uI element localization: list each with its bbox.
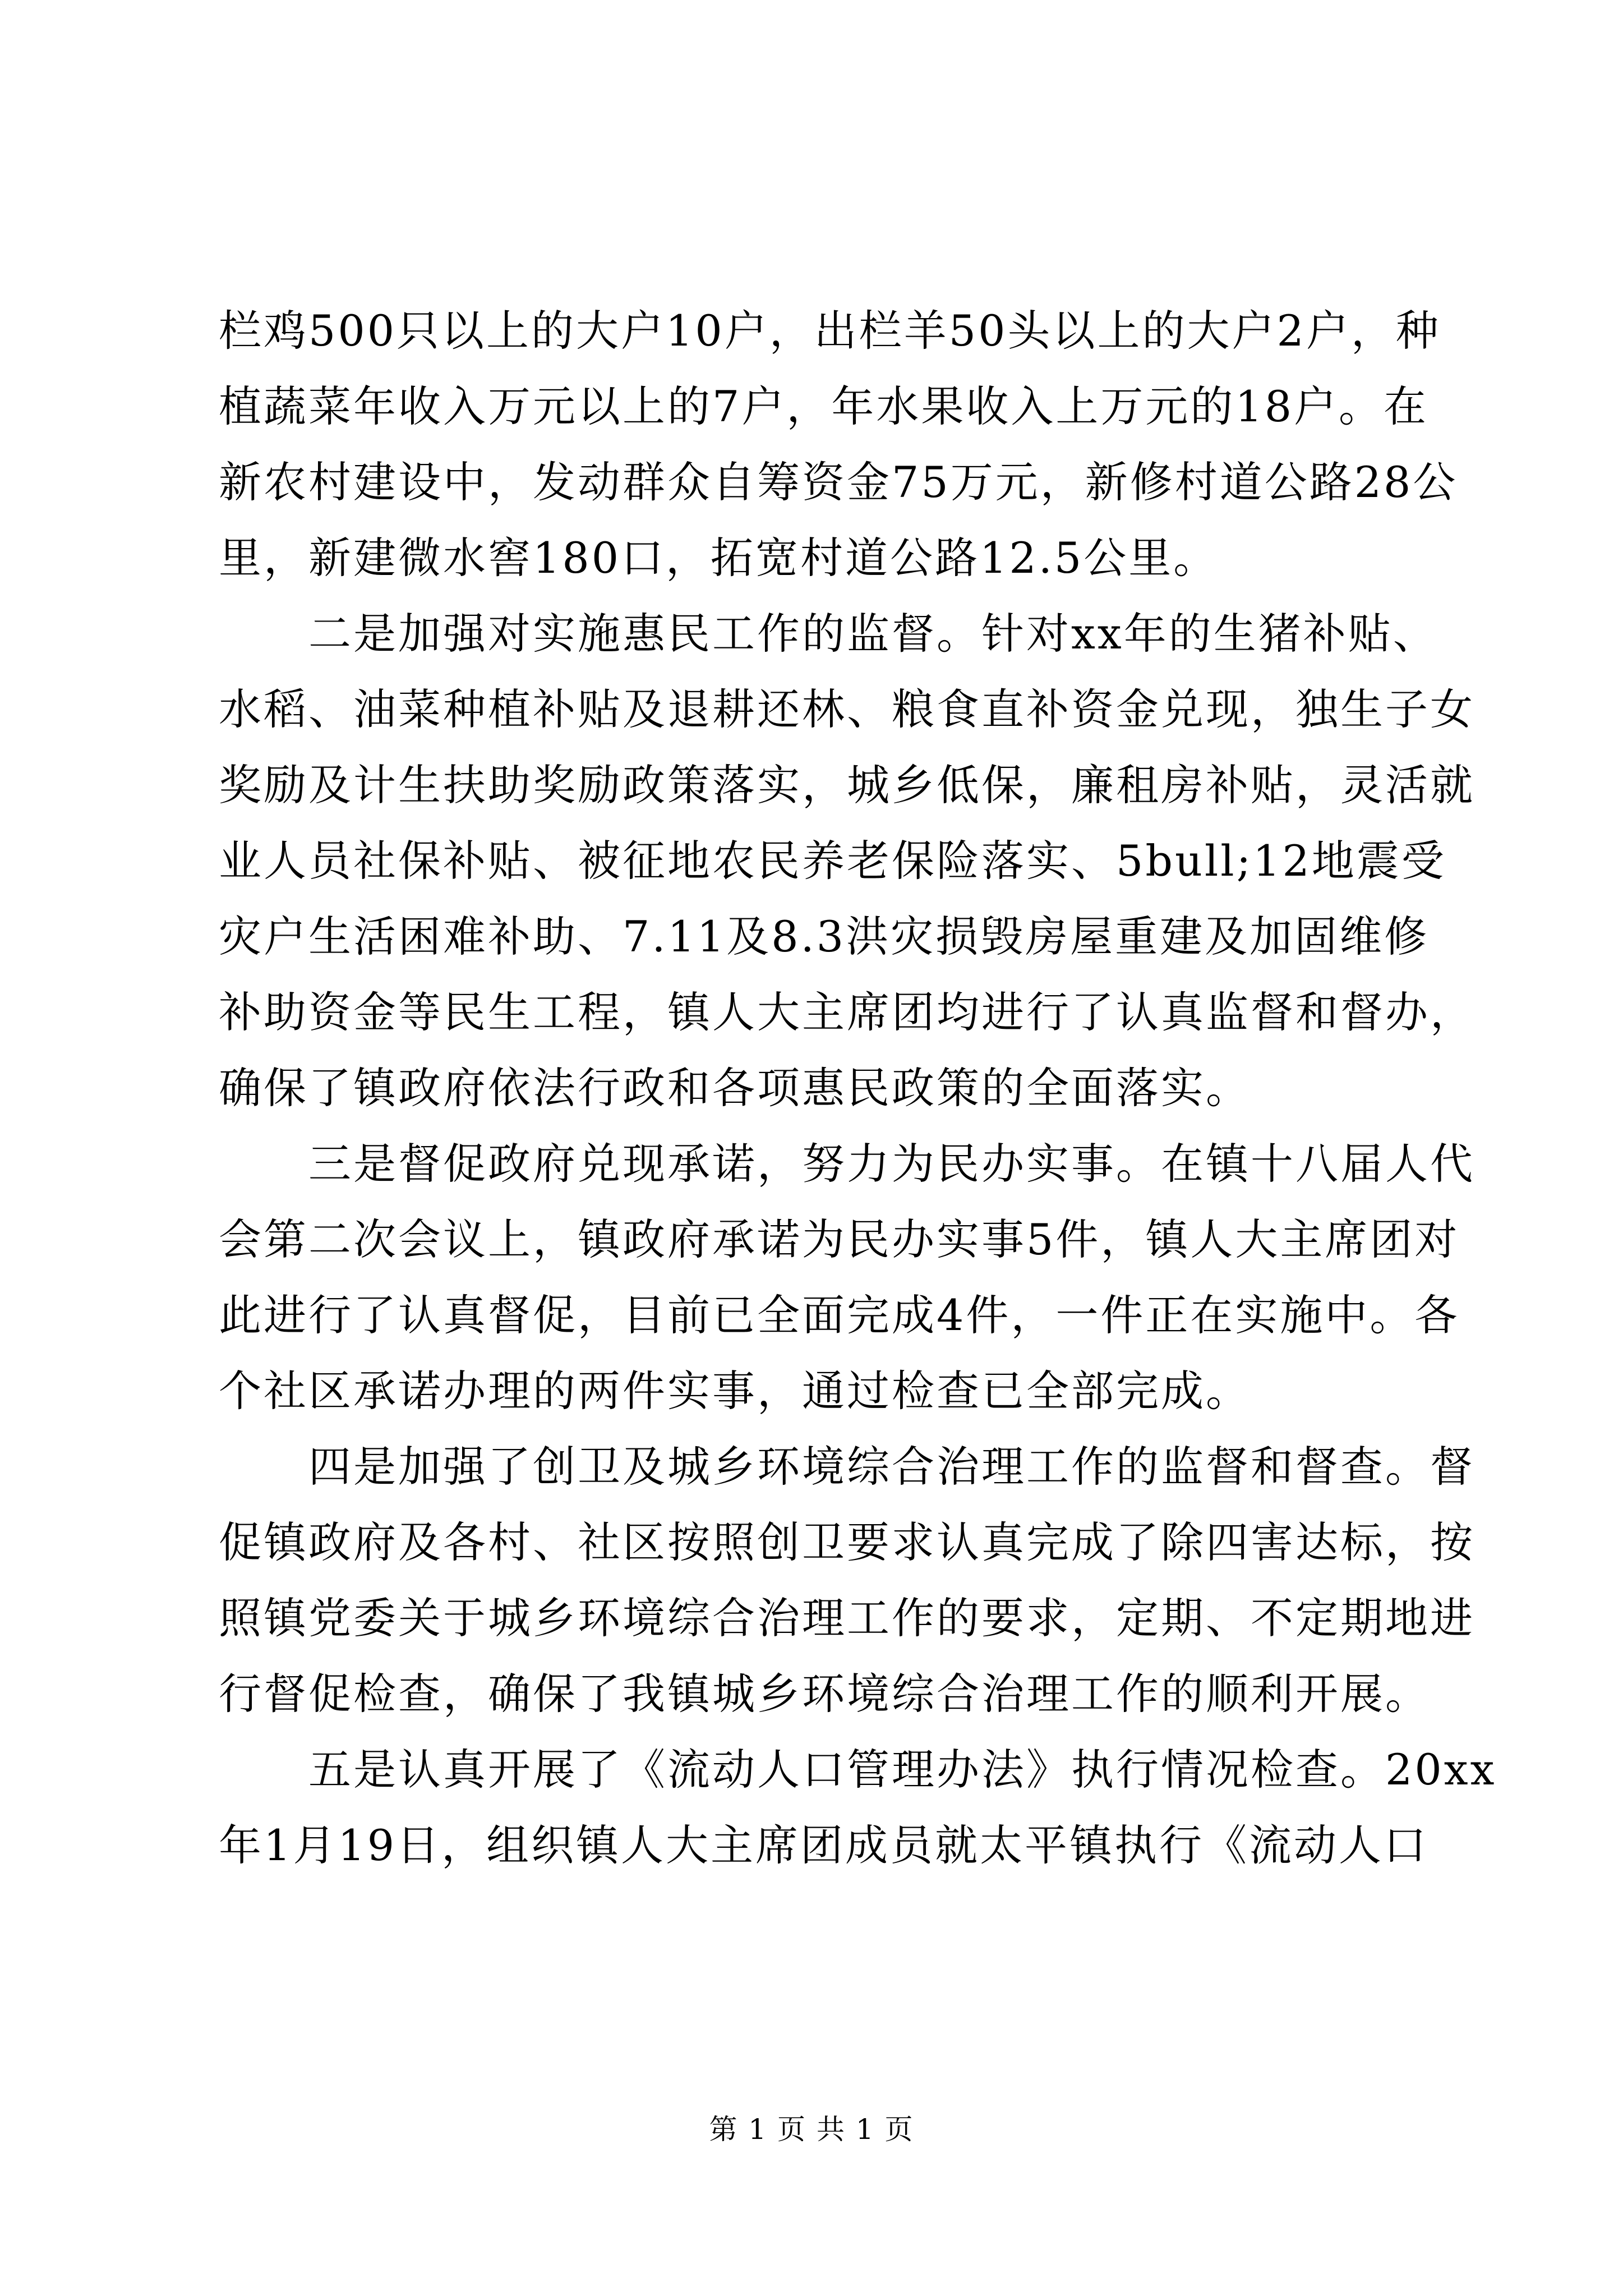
text-line: 年1月19日，组织镇人大主席团成员就太平镇执行《流动人口 <box>219 1820 1429 1870</box>
text-line: 栏鸡500只以上的大户10户，出栏羊50头以上的大户2户，种 <box>219 306 1441 356</box>
text-line: 新农村建设中，发动群众自筹资金75万元，新修村道公路28公 <box>219 457 1458 507</box>
text-line: 植蔬菜年收入万元以上的7户，年水果收入上万元的18户。在 <box>219 381 1429 431</box>
text-line: 里，新建微水窖180口，拓宽村道公路12.5公里。 <box>219 533 1219 583</box>
body-text <box>219 293 1497 1883</box>
text-line: 四是加强了创卫及城乡环境综合治理工作的监督和督查。督 <box>219 1442 1475 1492</box>
text-line: 补助资金等民生工程，镇人大主席团均进行了认真监督和督办， <box>219 987 1475 1037</box>
text-line: 促镇政府及各村、社区按照创卫要求认真完成了除四害达标，按 <box>219 1517 1475 1567</box>
text-line: 照镇党委关于城乡环境综合治理工作的要求，定期、不定期地进 <box>219 1593 1475 1643</box>
text-line: 此进行了认真督促，目前已全面完成4件，一件正在实施中。各 <box>219 1290 1460 1340</box>
text-line: 二是加强对实施惠民工作的监督。针对xx年的生猪补贴、 <box>219 609 1438 659</box>
text-line: 个社区承诺办理的两件实事，通过检查已全部完成。 <box>219 1366 1251 1416</box>
text-line: 奖励及计生扶助奖励政策落实，城乡低保，廉租房补贴，灵活就 <box>219 760 1475 810</box>
text-line: 会第二次会议上，镇政府承诺为民办实事5件，镇人大主席团对 <box>219 1214 1460 1264</box>
text-line: 三是督促政府兑现承诺，努力为民办实事。在镇十八届人代 <box>219 1139 1475 1189</box>
text-line: 业人员社保补贴、被征地农民养老保险落实、5bull;12地震受 <box>219 836 1446 886</box>
text-line: 灾户生活困难补助、7.11及8.3洪灾损毁房屋重建及加固维修 <box>219 912 1430 961</box>
page-footer: 第 1 页 共 1 页 <box>709 2113 914 2146</box>
text-line: 五是认真开展了《流动人口管理办法》执行情况检查。20xx <box>219 1745 1497 1795</box>
text-line: 确保了镇政府依法行政和各项惠民政策的全面落实。 <box>219 1063 1251 1113</box>
text-line: 行督促检查，确保了我镇城乡环境综合治理工作的顺利开展。 <box>219 1669 1430 1719</box>
text-line: 水稻、油菜种植补贴及退耕还林、粮食直补资金兑现，独生子女 <box>219 684 1475 734</box>
